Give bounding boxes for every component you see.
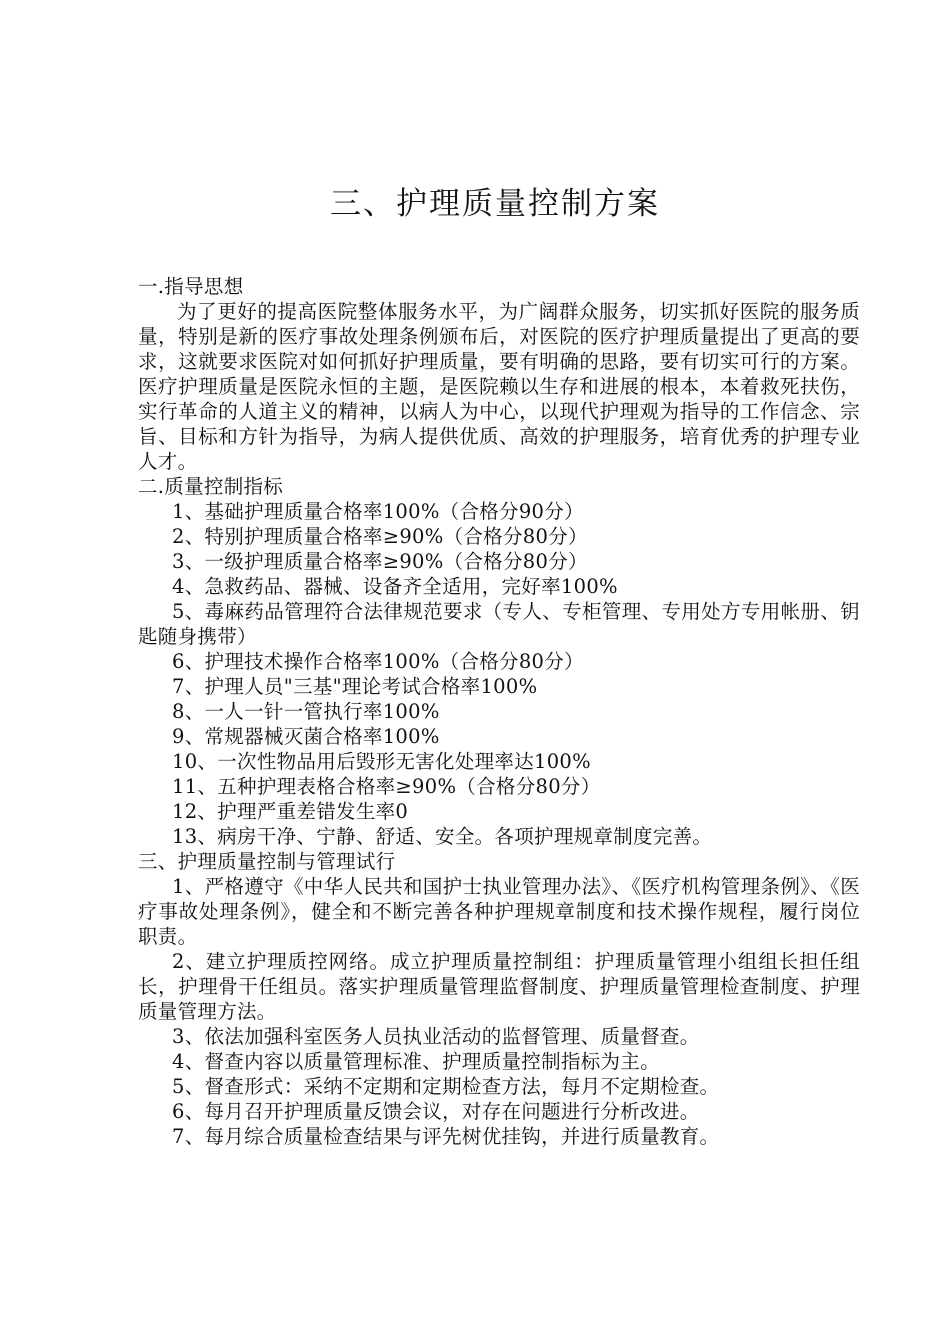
management-item: 6、每月召开护理质量反馈会议，对存在问题进行分析改进。 [172, 1100, 700, 1123]
indicator-item: 11、五种护理表格合格率≥90%（合格分80分） [172, 775, 601, 798]
indicator-item: 3、一级护理质量合格率≥90%（合格分80分） [172, 550, 588, 573]
document-body [138, 274, 860, 1149]
page-title: 三、护理质量控制方案 [330, 186, 660, 222]
indicator-item: 4、急救药品、器械、设备齐全适用，完好率100% [172, 575, 618, 598]
indicator-item: 5、毒麻药品管理符合法律规范要求（专人、专柜管理、专用处方专用帐册、钥匙随身携带） [138, 600, 860, 648]
section-1-heading: 一.指导思想 [138, 275, 244, 298]
indicator-item: 1、基础护理质量合格率100%（合格分90分） [172, 500, 584, 523]
management-item: 7、每月综合质量检查结果与评先树优挂钩，并进行质量教育。 [172, 1125, 720, 1148]
management-item: 1、严格遵守《中华人民共和国护士执业管理办法》、《医疗机构管理条例》、《医疗事故处理条例》，健全和不断完善各种护理规章制度和技术操作规程，履行岗位职责。 [138, 875, 860, 948]
indicator-item: 8、一人一针一管执行率100% [172, 700, 440, 723]
indicator-item: 6、护理技术操作合格率100%（合格分80分） [172, 650, 584, 673]
management-item: 2、建立护理质控网络。成立护理质量控制组：护理质量管理小组组长担任组长，护理骨干任组员。落实护理质量管理监督制度、护理质量管理检查制度、护理质量管理方法。 [138, 950, 860, 1023]
indicator-item: 9、常规器械灭菌合格率100% [172, 725, 440, 748]
management-item: 5、督查形式：采纳不定期和定期检查方法，每月不定期检查。 [172, 1075, 720, 1098]
management-item: 3、依法加强科室医务人员执业活动的监督管理、质量督查。 [172, 1025, 700, 1048]
indicator-item: 7、护理人员"三基"理论考试合格率100% [172, 675, 538, 698]
section-3-heading: 三、护理质量控制与管理试行 [138, 850, 396, 873]
indicator-item: 10、一次性物品用后毁形无害化处理率达100% [172, 750, 591, 773]
management-item: 4、督查内容以质量管理标准、护理质量控制指标为主。 [172, 1050, 660, 1073]
indicator-item: 2、特别护理质量合格率≥90%（合格分80分） [172, 525, 588, 548]
section-2-heading: 二.质量控制指标 [138, 475, 284, 498]
indicator-item: 13、病房干净、宁静、舒适、安全。各项护理规章制度完善。 [172, 825, 713, 848]
section-1-paragraph: 为了更好的提高医院整体服务水平，为广阔群众服务，切实抓好医院的服务质量，特别是新的医疗事故处理条例颁布后，对医院的医疗护理质量提出了更高的要求，这就要求医院对如何抓好护理质量，要有明确的思路，要有切实可行的方案。医疗护理质量是医院永恒的主题，是医院赖以生存和进展的根本，本着救死扶伤，实行革命的人道主义的精神，以病人为中心，以现代护理观为指导的工作信念、宗旨、目标和方针为指导，为病人提供优质、高效的护理服务，培育优秀的护理专业人才。 [138, 300, 860, 473]
indicator-item: 12、护理严重差错发生率0 [172, 800, 409, 823]
